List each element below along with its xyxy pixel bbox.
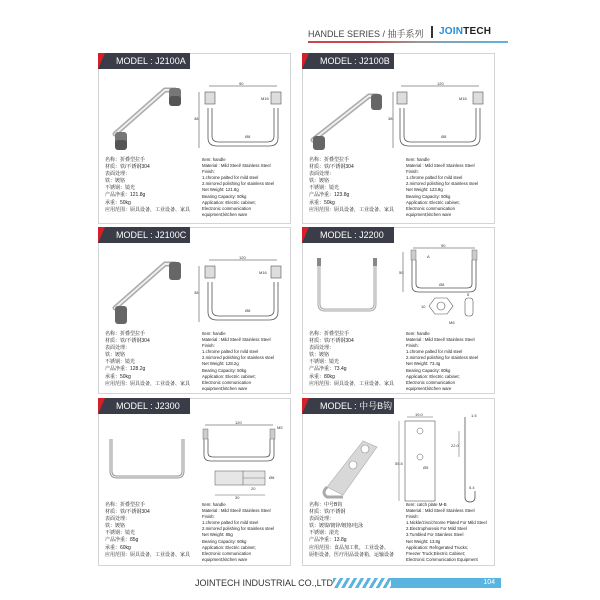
svg-text:5: 5	[467, 292, 470, 297]
handle-drawing-icon	[387, 80, 493, 154]
svg-text:90: 90	[239, 81, 244, 86]
svg-text:M16: M16	[459, 96, 467, 101]
series-title: HANDLE SERIES / 抽手系列	[308, 29, 424, 39]
svg-text:30: 30	[235, 495, 240, 500]
footer-stripes	[333, 578, 393, 588]
model-tag: MODEL : J2100A	[98, 53, 190, 69]
svg-text:Ø8: Ø8	[245, 134, 251, 139]
spec-en: Item: handle Material : Mild Steel/ Stainless Steel Finish: 1.chrome palted for mild steel 2.mirrored polishing for stainless steel Net Weight: 121.8g Bearing Capacity: 50kg Application: Electric cabinet; Electronic communication equipment;kitchen ware	[202, 157, 275, 217]
model-tag: MODEL : J2200	[302, 227, 394, 243]
svg-text:55.5: 55.5	[395, 461, 403, 466]
svg-text:A: A	[427, 254, 430, 259]
handle-drawing-icon	[193, 80, 289, 154]
svg-text:120: 120	[239, 255, 246, 260]
spec-en: Item: handle Material : Mild Steel/ Stainless Steel Finish: 1.chrome palted for mild steel 2.mirrored polishing for stainless steel Net Weight: 128.2g Bearing Capacity: 50kg Application: Electric cabinet; Electronic communication equipment;kitchen ware	[202, 331, 275, 391]
spec-cn: 名称：折叠型拉手 材质：铁/不锈钢304 表面处理： 铁：镀铬 不锈钢：镜光 产品净重：128.2g 承重：50kg 应用范围：厨具设备，工业设备、家具	[105, 331, 191, 387]
svg-text:Ø5: Ø5	[423, 465, 429, 470]
svg-text:22.0: 22.0	[451, 443, 459, 448]
spec-en: Item: catch plate M-B Material : Mild Steel/ Stainless Steel Finish: 1.Nickle/zinc/chrome Plated For Mild Steel 2.Electrophoresis For Mild Steel 3.Tumbled For Stainless Steel Net Weight: 13.8g Application: Refrigerated Trucks; Freezer Truck;Electric Cabinet; Electronic Communication Equipment	[406, 502, 487, 562]
spec-en: Item: handle Material : Mild Steel/ Stainless Steel Finish: 1.chrome palted for mild steel 2.mirrored polishing for stainless steel Net Weight: 123.8g Bearing Capacity: 50kg Application: Electric cabinet; Electronic communication equipment;kitchen ware	[406, 157, 479, 217]
spec-cn: 名称：折叠型拉手 材质：铁/不锈钢304 表面处理： 铁：镀铬 不锈钢：镜光 产品净重：73.4g 承重：80kg 应用范围：厨具设备，工业设备、家具	[309, 331, 395, 387]
spec-block	[303, 502, 494, 572]
handle-photo-icon	[103, 250, 191, 328]
page-footer	[195, 577, 500, 591]
svg-text:120: 120	[437, 81, 444, 86]
catch-plate-photo-icon	[313, 431, 383, 501]
header-underline	[308, 41, 508, 43]
handle-photo-icon	[313, 256, 383, 316]
product-image-area	[303, 244, 494, 330]
product-card-j2300	[98, 398, 291, 566]
spec-block	[303, 331, 494, 401]
handle-photo-icon	[103, 76, 191, 154]
svg-text:Ø8: Ø8	[439, 282, 445, 287]
svg-text:M5: M5	[277, 425, 283, 430]
handle-photo-icon	[107, 435, 187, 485]
handle-drawing-icon	[193, 421, 289, 501]
svg-text:120: 120	[235, 421, 242, 425]
spec-block	[99, 157, 290, 227]
spec-en: Item: handle Material : Mild Steel/ Stainless Steel Finish: 1.chrome palted for mild steel 2.mirrored polishing for stainless steel Net Weight: 85g Bearing Capacity: 60kg Application: Electric cabinet; Electronic communication equipment;kitchen ware	[202, 502, 275, 562]
spec-block	[303, 157, 494, 227]
page-number: 104	[391, 578, 501, 588]
product-card-j2100b	[302, 53, 495, 224]
handle-drawing-icon	[399, 244, 493, 330]
svg-text:Ø8: Ø8	[245, 308, 251, 313]
svg-text:M6: M6	[449, 320, 455, 325]
product-card-j2200	[302, 227, 495, 394]
product-image-area	[303, 70, 494, 156]
svg-text:Ø8: Ø8	[441, 134, 447, 139]
spec-en: Item: handle Material : Mild Steel/ Stainless Steel Finish: 1.chrome palted for mild steel 2.mirrored polishing for stainless steel Net Weight: 73.4g Bearing Capacity: 80kg Application: Electric cabinet; Electronic communication equipment;kitchen ware	[406, 331, 479, 391]
brand-logo: JOINTECH	[439, 26, 492, 37]
model-tag: MODEL : J2100C	[98, 227, 190, 243]
svg-text:5.4: 5.4	[469, 485, 475, 490]
spec-cn: 名称：折叠型拉手 材质：铁/不锈钢304 表面处理： 铁：镀铬 不锈钢：镜光 产品净重：85g 承重：60kg 应用范围：厨具设备，工业设备、家具	[105, 502, 191, 558]
svg-text:19.0: 19.0	[415, 412, 423, 417]
svg-text:Ø8: Ø8	[269, 475, 275, 480]
product-card-catch-plate	[302, 398, 495, 566]
svg-text:90: 90	[441, 244, 446, 248]
company-name: JOINTECH INDUSTRIAL CO.,LTD	[195, 578, 334, 588]
svg-text:38: 38	[194, 116, 199, 121]
handle-photo-icon	[305, 78, 385, 154]
product-card-j2100c	[98, 227, 291, 394]
spec-block	[99, 331, 290, 401]
handle-drawing-icon	[193, 254, 289, 328]
spec-cn: 名称：折叠型拉手 材质：铁/不锈钢304 表面处理： 铁：镀铬 不锈钢：镜光 产品净重：121.8g 承重：50kg 应用范围：厨具设备，工业设备、家具	[105, 157, 191, 213]
product-image-area	[99, 244, 290, 330]
product-image-area	[99, 415, 290, 501]
svg-text:38: 38	[194, 290, 199, 295]
model-tag: MODEL : J2300	[98, 398, 190, 414]
model-tag: MODEL : J2100B	[302, 53, 394, 69]
header-divider	[431, 26, 433, 38]
spec-cn: 名称：中号B钩 材质：铁/不锈钢 表面处理： 铁：镀镍/镀锌/镀铬/电泳 不锈钢：滚光 产品净重：13.8g 应用范围：食品加工机，工业设备、 厨柜设备，医疗用品设备箱，运输设备	[309, 502, 395, 558]
svg-text:20: 20	[251, 486, 256, 491]
svg-text:1.5: 1.5	[471, 413, 477, 418]
svg-text:10: 10	[421, 304, 426, 309]
product-card-j2100a	[98, 53, 291, 224]
spec-cn: 名称：折叠型拉手 材质：铁/不锈钢304 表面处理： 铁：镀铬 不锈钢：镜光 产品净重：123.8g 承重：50kg 应用范围：厨具设备，工业设备、家具	[309, 157, 395, 213]
product-image-area	[99, 70, 290, 156]
spec-block	[99, 502, 290, 572]
model-tag: MODEL : 中号B钩	[302, 398, 394, 414]
svg-text:M16: M16	[259, 270, 267, 275]
product-image-area	[303, 412, 494, 501]
svg-text:50: 50	[399, 270, 404, 275]
svg-text:M16: M16	[261, 96, 269, 101]
svg-text:38: 38	[388, 116, 393, 121]
page-header	[308, 25, 500, 45]
catch-plate-drawing-icon	[395, 407, 493, 503]
